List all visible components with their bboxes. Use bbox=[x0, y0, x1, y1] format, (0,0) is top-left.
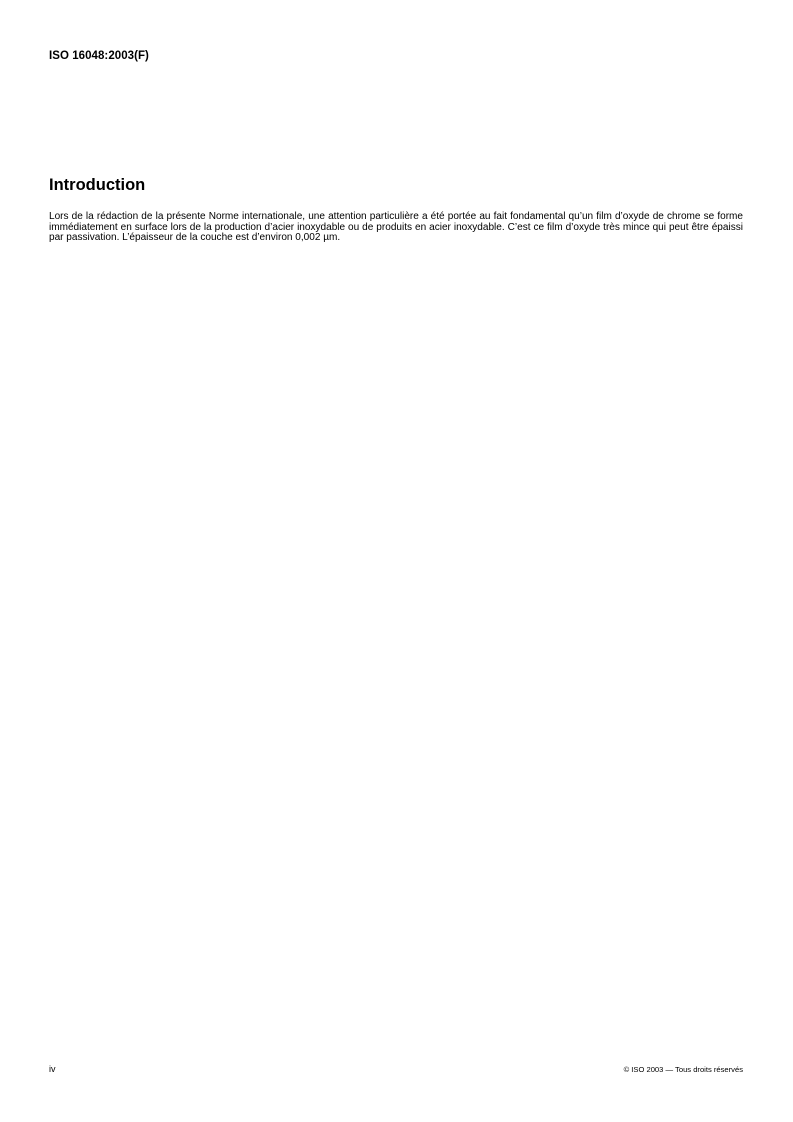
footer-page-number: iv bbox=[49, 1064, 56, 1074]
section-title: Introduction bbox=[49, 176, 146, 194]
introduction-paragraph: Lors de la rédaction de la présente Norme internationale, une attention particulière a été portée au fait fondamental qu’un film d’oxyde de chrome se forme immédiatement en surface lors de la production d’acier inoxydable ou de produits en acier inoxydable. C’est ce film d’oxyde très mince qui peut être épaissi par passivation. L’épaisseur de la couche est d’environ 0,002 µm. bbox=[49, 211, 743, 244]
document-header-id: ISO 16048:2003(F) bbox=[49, 50, 149, 62]
footer-copyright: © ISO 2003 — Tous droits réservés bbox=[623, 1065, 743, 1074]
